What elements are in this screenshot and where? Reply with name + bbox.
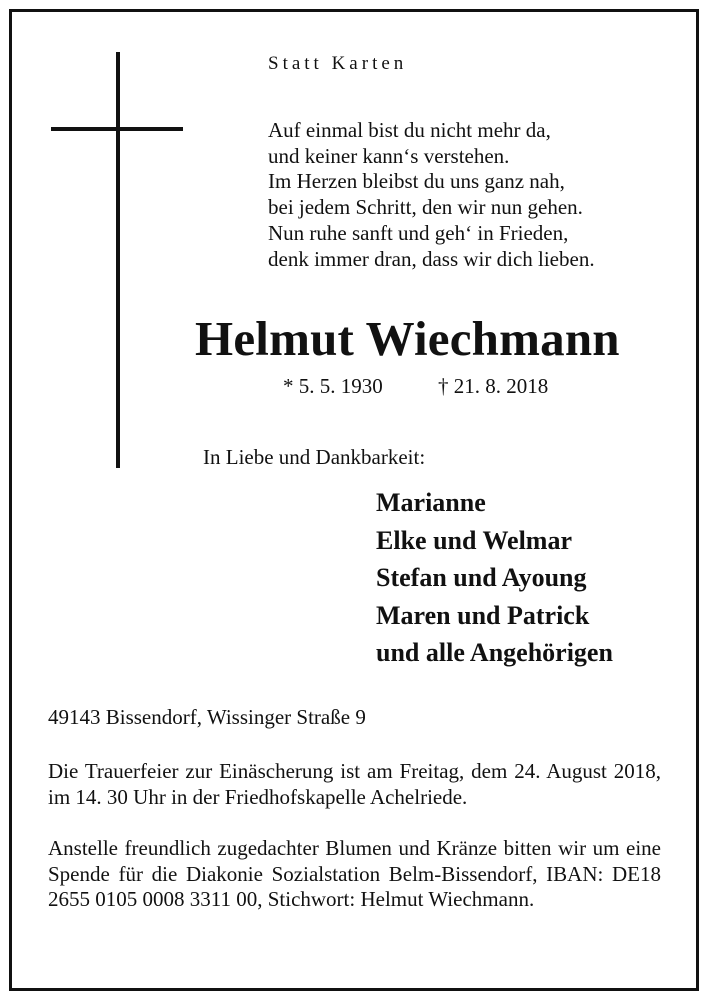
- obituary-notice: [9, 9, 699, 991]
- family-member: Marianne: [376, 488, 486, 517]
- birth-date: * 5. 5. 1930: [283, 374, 383, 398]
- poem-line: bei jedem Schritt, den wir nun gehen.: [268, 195, 583, 220]
- poem-line: Im Herzen bleibst du uns ganz nah,: [268, 169, 565, 194]
- poem-line: denk immer dran, dass wir dich lieben.: [268, 246, 595, 271]
- funeral-info: Die Trauerfeier zur Einäscherung ist am Freitag, dem 24. August 2018, im 14. 30 Uhr in der Friedhofskapelle Achelriede.: [48, 759, 661, 809]
- cross-vertical-bar: [116, 52, 120, 468]
- gratitude-line: In Liebe und Dankbarkeit:: [203, 445, 426, 469]
- family-member: Elke und Welmar: [376, 525, 573, 555]
- poem-line: Nun ruhe sanft und geh‘ in Frieden,: [268, 220, 569, 245]
- death-date: † 21. 8. 2018: [438, 374, 549, 398]
- deceased-name: Helmut Wiechmann: [195, 311, 620, 366]
- poem-line: und keiner kann‘s verstehen.: [268, 143, 510, 168]
- cross-horizontal-bar: [51, 127, 183, 131]
- poem: [268, 118, 595, 272]
- family-member: Stefan und Ayoung: [376, 563, 587, 592]
- family-list: [376, 484, 613, 672]
- header-statt-karten: Statt Karten: [268, 53, 408, 74]
- poem-line: Auf einmal bist du nicht mehr da,: [268, 118, 551, 142]
- donation-info: Anstelle freundlich zugedachter Blumen und Kränze bitten wir um eine Spende für die Diakonie Sozialstation Belm-Bissendorf, IBAN: DE18 2655 0105 0008 3311 00, Stichwort: Helmut Wiechmann.: [48, 836, 661, 911]
- family-member: und alle Angehörigen: [376, 638, 613, 667]
- family-member: Maren und Patrick: [376, 600, 590, 630]
- address: 49143 Bissendorf, Wissinger Straße 9: [48, 705, 366, 729]
